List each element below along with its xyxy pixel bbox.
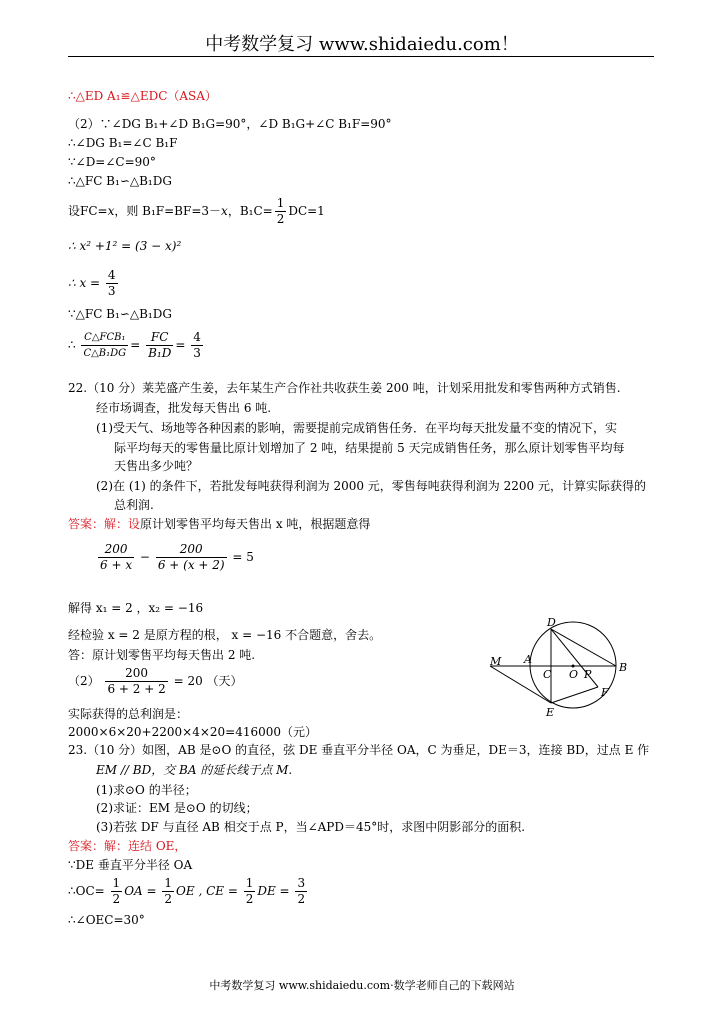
- proof-line-5: ∴△FC B₁∽△B₁DG: [68, 174, 172, 188]
- proof-line-4: ∵∠D=∠C=90°: [68, 155, 156, 169]
- fraction-200-c: $\frac{200}{6 + 2 + 2}$: [107, 666, 166, 696]
- label-m: M: [490, 655, 502, 668]
- line-ef: [551, 687, 598, 703]
- geometry-figure: [486, 612, 636, 722]
- fraction-200-b: $\frac{200}{6 + (x + 2)}$: [157, 542, 225, 572]
- label-a: A: [524, 653, 532, 666]
- fraction-four-thirds: $\frac{4}{3}$: [107, 268, 116, 298]
- fraction-half-a: $\frac{1}{2}$: [112, 876, 121, 906]
- fraction-half-c: $\frac{1}{2}$: [245, 876, 254, 906]
- proof-line-9: ∵△FC B₁∽△B₁DG: [68, 307, 172, 321]
- proof-line-10: ∴ $\frac{\text{C△FCB₁}}{\text{C△B₁DG}}$ = $\frac{FC}{\text{B₁D}}$ = $\frac{4}{3}$: [68, 330, 201, 360]
- q22-p1b: 际平均每天的零售量比原计划增加了 2 吨，结果提前 5 天完成销售任务，那么原计划零售平均每: [114, 441, 625, 455]
- q22-line2: 经市场调查，批发每天售出 6 吨.: [96, 401, 272, 415]
- q23-p1: (1)求⊙O 的半径；: [96, 783, 197, 797]
- q22-p1c: 天售出多少吨？: [114, 459, 199, 473]
- q22-check: 经检验 x = 2 是原方程的根， x = −16 不合题意，舍去。: [68, 628, 382, 642]
- q23-line2: EM // BD，交 BA 的延长线于点 M.: [96, 763, 293, 777]
- q22-equation: $\frac{200}{6 + x}$ − $\frac{200}{6 + (x + 2)}$ = 5: [100, 542, 254, 572]
- label-o: O: [569, 668, 579, 681]
- q22-p2a: (2)在 (1) 的条件下，若批发每吨获得利润为 2000 元，零售每吨获得利润为 2200 元，计算实际获得的: [96, 479, 646, 493]
- fraction-half: $\frac{1}{2}$: [276, 196, 285, 226]
- fraction-four-thirds-2: $\frac{4}{3}$: [193, 330, 201, 360]
- q22-title: 22.（10 分）莱芜盛产生姜，去年某生产合作社共收获生姜 200 吨，计划采用批发和零售两种方式销售.: [68, 381, 621, 395]
- q23-answer-label: 答案：解：连结 OE，: [68, 839, 187, 853]
- q23-p2: (2)求证：EM 是⊙O 的切线；: [96, 801, 258, 815]
- q23-p3: (3)若弦 DF 与直径 AB 相交于点 P，当∠APD＝45°时，求图中阴影部分的面积.: [96, 820, 526, 834]
- page-footer: 中考数学复习 www.shidaiedu.com·数学老师自己的下载网站: [209, 979, 515, 992]
- label-b: B: [619, 661, 628, 674]
- label-p: P: [584, 668, 592, 681]
- proof-line-2: （2）∵∠DG B₁+∠D B₁G=90°，∠D B₁G+∠C B₁F=90°: [68, 117, 392, 131]
- page-header: 中考数学复习 www.shidaiedu.com！: [205, 34, 519, 55]
- proof-line-1: ∴△ED A₁≌△EDC（ASA）: [68, 89, 217, 103]
- header-rule: [68, 56, 654, 57]
- proof-line-3: ∴∠DG B₁=∠C B₁F: [68, 136, 178, 150]
- q23-step1: ∵DE 垂直平分半径 OA: [68, 858, 193, 872]
- fraction-perimeter-ratio: $\frac{\text{C△FCB₁}}{\text{C△B₁DG}}$: [83, 332, 127, 359]
- label-e: E: [546, 706, 555, 719]
- q22-answer: 答：原计划零售平均每天售出 2 吨.: [68, 648, 256, 662]
- label-f: F: [601, 686, 609, 699]
- label-d: D: [547, 616, 556, 629]
- q22-profit-calc: 2000×6×20+2200×4×20=416000（元）: [68, 725, 318, 739]
- q22-solve: 解得 x₁ = 2 ，x₂ = −16: [68, 601, 204, 615]
- q22-p2b: 总利润.: [114, 498, 154, 512]
- label-c: C: [543, 668, 552, 681]
- fraction-200-a: $\frac{200}{6 + x}$: [100, 542, 133, 572]
- q22-p1a: (1)受天气、场地等各种因素的影响，需要提前完成销售任务．在平均每天批发量不变的情况下，实: [96, 421, 618, 435]
- fraction-three-halves: $\frac{3}{2}$: [297, 876, 306, 906]
- fraction-half-b: $\frac{1}{2}$: [164, 876, 173, 906]
- q22-answer-intro: 答案：解：设原计划零售平均每天售出 x 吨，根据题意得: [68, 517, 371, 531]
- line-em: [490, 666, 551, 703]
- q23-step2: ∴OC= $\frac{1}{2}$ OA = $\frac{1}{2}$ OE , CE = $\frac{1}{2}$ DE = $\frac{3}{2}$: [68, 876, 306, 906]
- q22-part2: （2） $\frac{200}{6 + 2 + 2}$ = 20 （天）: [68, 666, 243, 696]
- proof-line-6: 设FC=x，则 B₁F=BF=3－x，B₁C= $\frac{1}{2}$ DC=1: [68, 196, 325, 226]
- q22-profit-label: 实际获得的总利润是：: [68, 707, 189, 721]
- fraction-side-ratio: $\frac{FC}{\text{B₁D}}$: [148, 330, 172, 360]
- proof-line-8: ∴ x = $\frac{4}{3}$: [68, 268, 116, 298]
- q23-title: 23.（10 分）如图，AB 是⊙O 的直径，弦 DE 垂直平分半径 OA，C 为垂足，DE＝3，连接 BD，过点 E 作: [68, 743, 650, 757]
- line-db: [551, 629, 616, 666]
- proof-line-7: ∴ x² +1² = (3 − x)²: [68, 239, 182, 253]
- q23-step3: ∴∠OEC=30°: [68, 913, 145, 927]
